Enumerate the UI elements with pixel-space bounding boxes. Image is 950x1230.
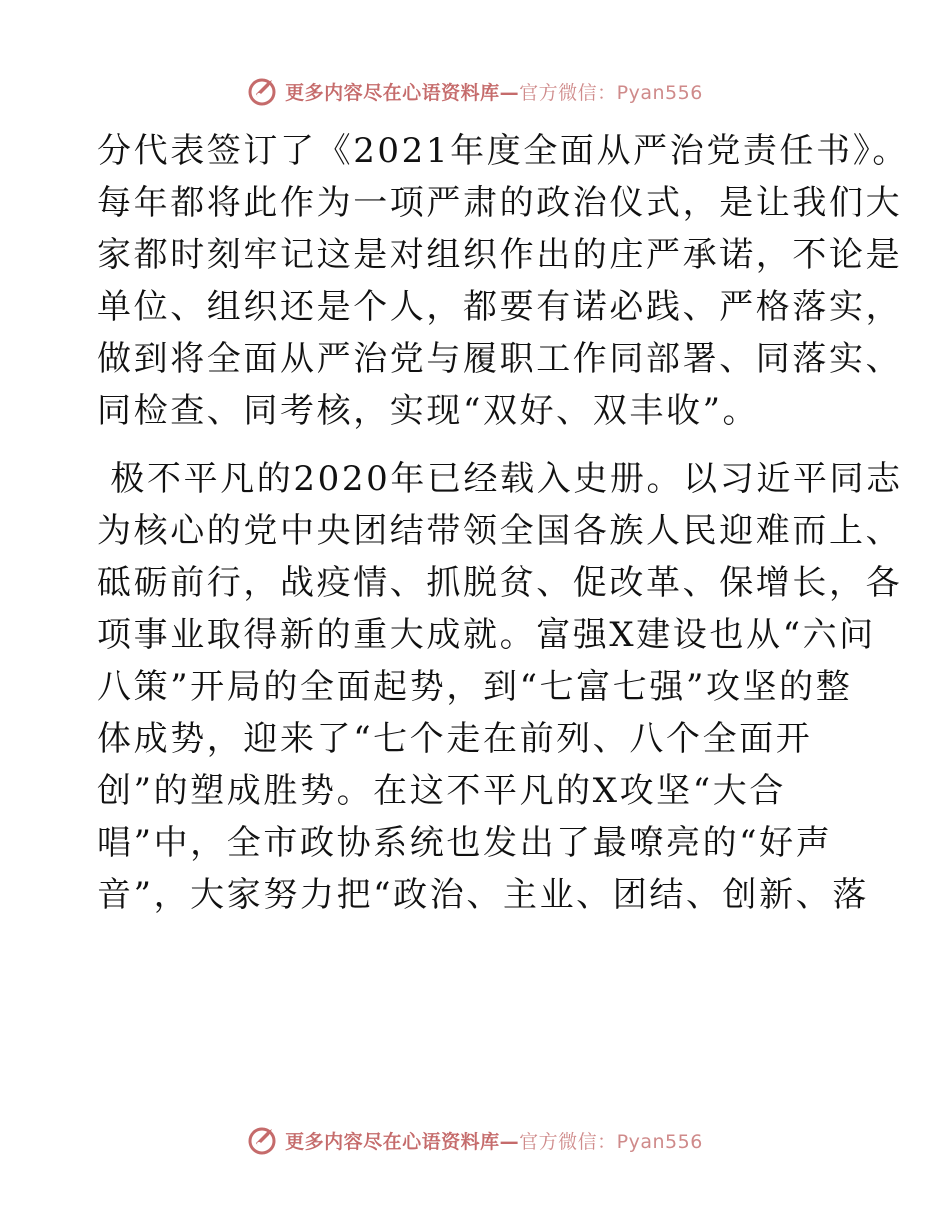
text-line: 分代表签订了《2021年度全面从严治党责任书》。: [97, 131, 909, 171]
paragraph-1: [97, 125, 909, 437]
text-line: 为核心的党中央团结带领全国各族人民迎难而上、: [97, 511, 903, 551]
text-line: 每年都将此作为一项严肃的政治仪式，是让我们大: [97, 183, 903, 223]
text-line: 创”的塑成胜势。在这不平凡的X攻坚“大合: [97, 771, 786, 811]
text-line: 项事业取得新的重大成就。富强X建设也从“六问: [97, 615, 876, 655]
document-body: [97, 125, 909, 921]
text-line: 八策”开局的全面起势，到“七富七强”攻坚的整: [97, 667, 853, 707]
text-line: 音”，大家努力把“政治、主业、团结、创新、落: [97, 875, 869, 915]
text-line: 唱”中，全市政协系统也发出了最嘹亮的“好声: [97, 823, 833, 863]
text-line: 极不平凡的2020年已经载入史册。以习近平同志: [97, 459, 903, 499]
text-line: 做到将全面从严治党与履职工作同部署、同落实、: [97, 339, 903, 379]
paragraph-2: [97, 453, 903, 921]
watermark-dash: —: [499, 1130, 520, 1153]
watermark-wechat-text: 官方微信：Pyan556: [519, 1130, 703, 1153]
watermark-site-text: 更多内容尽在心语资料库: [285, 81, 500, 104]
watermark-wechat-text: 官方微信：Pyan556: [519, 81, 703, 104]
brand-logo-icon: [247, 1123, 281, 1157]
watermark-site-text: 更多内容尽在心语资料库: [285, 1130, 500, 1153]
watermark-dash: —: [499, 81, 520, 104]
text-line: 同检查、同考核，实现“双好、双丰收”。: [97, 391, 760, 431]
text-line: 砥砺前行，战疫情、抓脱贫、促改革、保增长，各: [97, 563, 903, 603]
text-line: 家都时刻牢记这是对组织作出的庄严承诺，不论是: [97, 235, 903, 275]
brand-logo-icon: [247, 74, 281, 108]
watermark-text: [285, 78, 703, 105]
watermark-text: [285, 1127, 703, 1154]
text-line: 单位、组织还是个人，都要有诺必践、严格落实，: [97, 287, 903, 327]
text-line: 体成势，迎来了“七个走在前列、八个全面开: [97, 719, 813, 759]
header-watermark: [0, 71, 950, 111]
footer-watermark: [0, 1120, 950, 1160]
paragraph-spacer: [97, 437, 857, 453]
